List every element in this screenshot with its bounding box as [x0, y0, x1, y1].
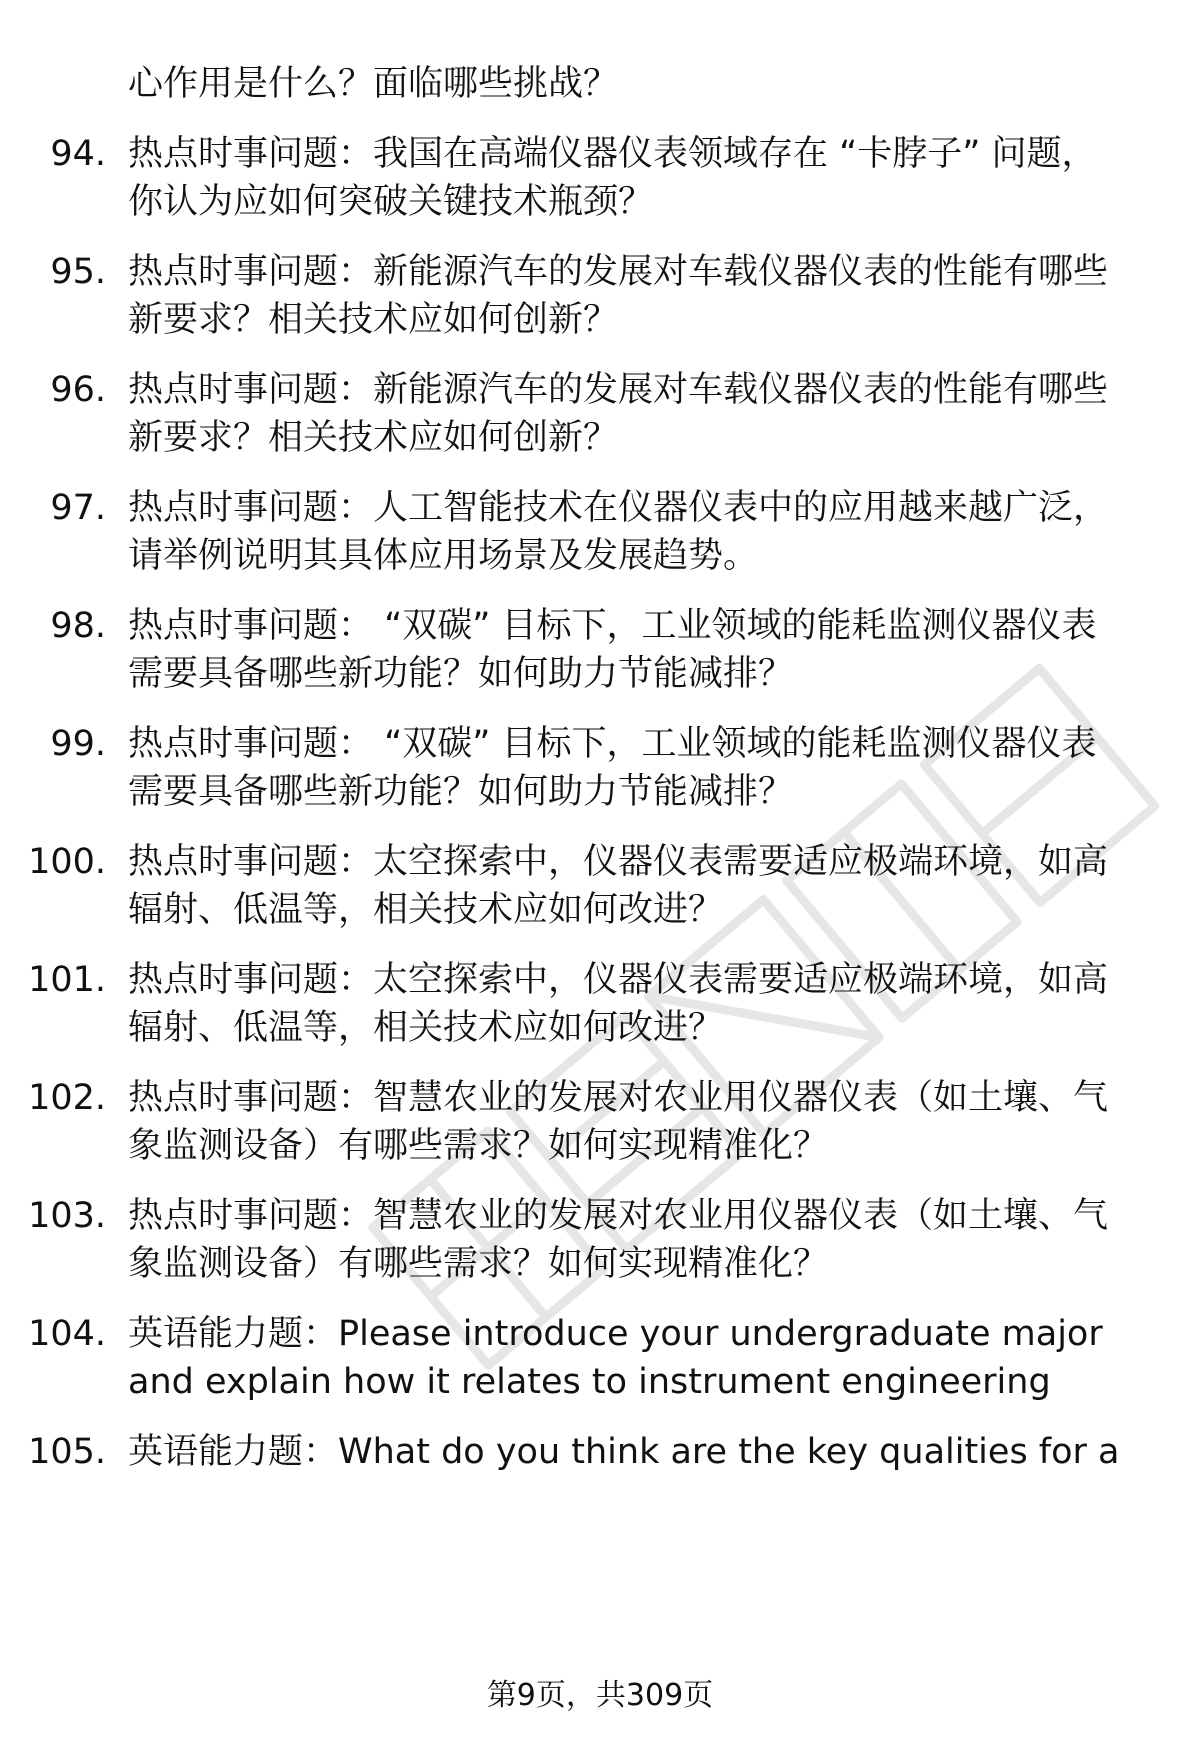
question-line: 热点时事问题：新能源汽车的发展对车载仪器仪表的性能有哪些 [128, 252, 1109, 292]
question-line: 象监测设备）有哪些需求？如何实现精准化？ [128, 1244, 829, 1284]
question-line: 热点时事问题：我国在高端仪器仪表领域存在 “卡脖子” 问题， [128, 134, 1097, 174]
question-line: 热点时事问题：太空探索中，仪器仪表需要适应极端环境，如高 [128, 842, 1109, 882]
question-number: 98. [50, 606, 106, 646]
question-text [128, 248, 1138, 344]
question-line: 需要具备哪些新功能？如何助力节能减排？ [128, 654, 794, 694]
question-text [128, 1428, 1138, 1476]
question-line: 热点时事问题：智慧农业的发展对农业用仪器仪表（如土壤、气 [128, 1196, 1109, 1236]
question-line: 热点时事问题：新能源汽车的发展对车载仪器仪表的性能有哪些 [128, 370, 1109, 410]
question-line: and explain how it relates to instrument engineering [128, 1362, 1051, 1402]
question-line: 新要求？相关技术应如何创新？ [128, 300, 619, 340]
question-text [128, 484, 1138, 580]
question-text [128, 366, 1138, 462]
question-line: 热点时事问题：太空探索中，仪器仪表需要适应极端环境，如高 [128, 960, 1109, 1000]
question-number: 103. [28, 1196, 106, 1236]
question-text [128, 130, 1138, 226]
question-line: 热点时事问题： “双碳” 目标下，工业领域的能耗监测仪器仪表 [128, 606, 1097, 646]
question-line: 英语能力题：What do you think are the key qualities for a [128, 1432, 1120, 1472]
question-line: 需要具备哪些新功能？如何助力节能减排？ [128, 772, 794, 812]
question-number: 97. [50, 488, 106, 528]
question-number: 95. [50, 252, 106, 292]
question-line: 英语能力题：Please introduce your undergraduate major [128, 1314, 1103, 1354]
question-number: 99. [50, 724, 106, 764]
question-text [128, 838, 1138, 934]
question-line: 你认为应如何突破关键技术瓶颈？ [128, 182, 654, 222]
page-footer: 第9页，共309页 [486, 1678, 714, 1713]
question-line: 热点时事问题：人工智能技术在仪器仪表中的应用越来越广泛， [128, 488, 1109, 528]
question-number: 96. [50, 370, 106, 410]
question-line: 辐射、低温等，相关技术应如何改进？ [128, 1008, 724, 1048]
question-number: 100. [28, 842, 106, 882]
question-line: 象监测设备）有哪些需求？如何实现精准化？ [128, 1126, 829, 1166]
question-text [128, 602, 1138, 698]
question-text [128, 956, 1138, 1052]
question-number: 94. [50, 134, 106, 174]
question-text [128, 1074, 1138, 1170]
question-number: 105. [28, 1432, 106, 1472]
question-line: 热点时事问题： “双碳” 目标下，工业领域的能耗监测仪器仪表 [128, 724, 1097, 764]
question-text [128, 1310, 1138, 1406]
question-line: 热点时事问题：智慧农业的发展对农业用仪器仪表（如土壤、气 [128, 1078, 1109, 1118]
question-number: 102. [28, 1078, 106, 1118]
question-text [128, 720, 1138, 816]
continuation-line: 心作用是什么？面临哪些挑战？ [128, 64, 619, 104]
question-text [128, 1192, 1138, 1288]
question-line: 新要求？相关技术应如何创新？ [128, 418, 619, 458]
question-line: 请举例说明其具体应用场景及发展趋势。 [128, 536, 759, 576]
question-number: 104. [28, 1314, 106, 1354]
question-number: 101. [28, 960, 106, 1000]
question-line: 辐射、低温等，相关技术应如何改进？ [128, 890, 724, 930]
